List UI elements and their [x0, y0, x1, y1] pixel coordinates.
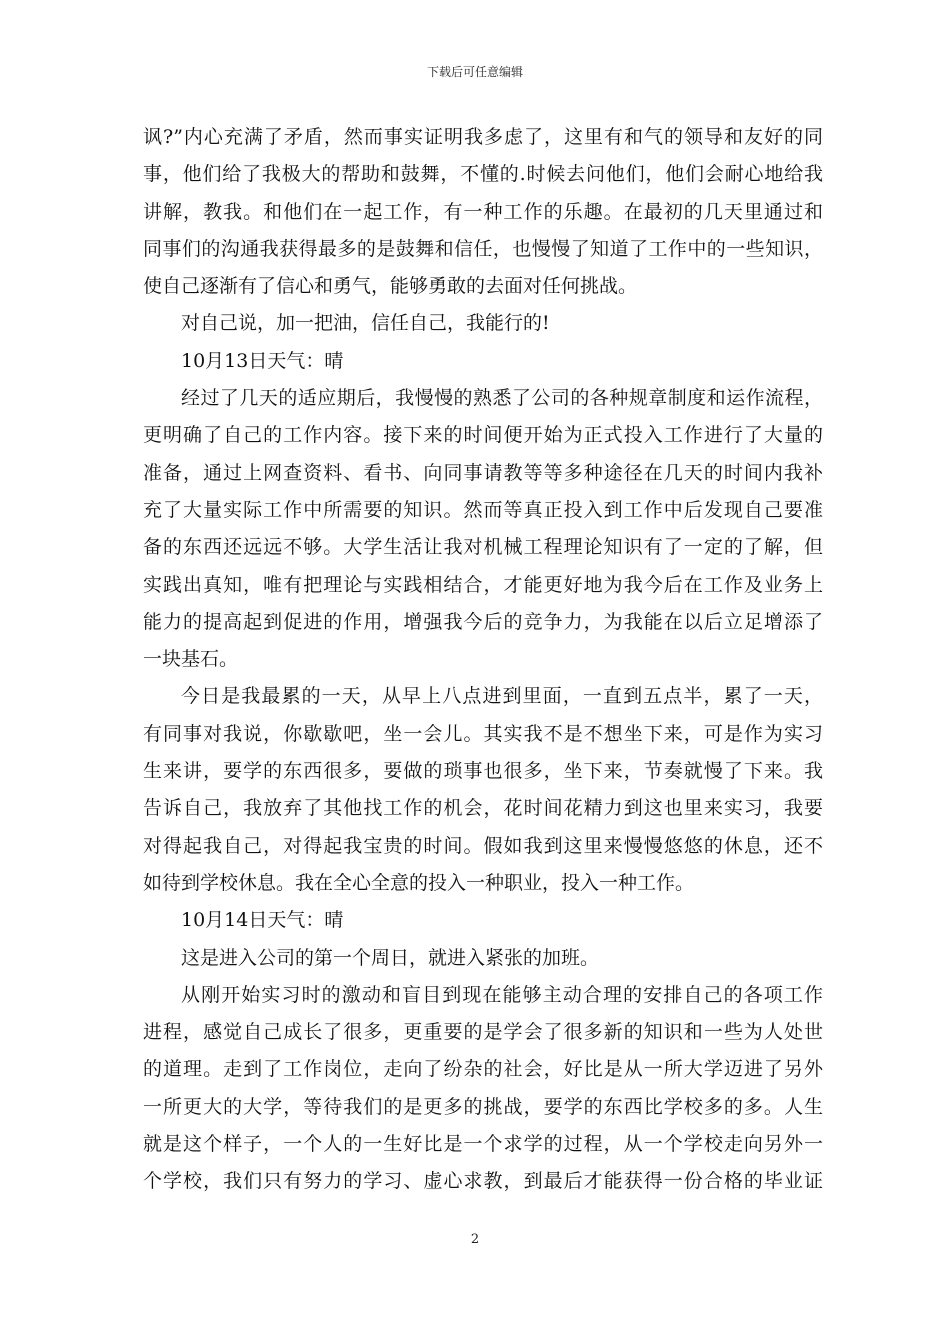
- text-line: 事，他们给了我极大的帮助和鼓舞，不懂的.时候去问他们，他们会耐心地给我: [143, 163, 823, 186]
- text-line: 这是进入公司的第一个周日，就进入紧张的加班。: [181, 946, 600, 969]
- text-line: 对自己说，加一把油，信任自己，我能行的!: [181, 312, 550, 335]
- text-line: 个学校，我们只有努力的学习、虚心求教，到最后才能获得一份合格的毕业证: [143, 1170, 823, 1193]
- text-line: 从刚开始实习时的激动和盲目到现在能够主动合理的安排自己的各项工作: [181, 983, 823, 1006]
- text-line: 的道理。走到了工作岗位，走向了纷杂的社会，好比是从一所大学迈进了另外: [143, 1058, 823, 1081]
- text-line: 告诉自己，我放弃了其他找工作的机会，花时间花精力到这也里来实习，我要: [143, 797, 823, 820]
- text-line: 生来讲，要学的东西很多，要做的琐事也很多，坐下来，节奏就慢了下来。我: [143, 760, 823, 783]
- text-line: 同事们的沟通我获得最多的是鼓舞和信任，也慢慢了知道了工作中的一些知识，: [143, 237, 823, 260]
- text-line: 更明确了自己的工作内容。接下来的时间便开始为正式投入工作进行了大量的: [143, 424, 823, 447]
- text-line: 使自己逐渐有了信心和勇气，能够勇敢的去面对任何挑战。: [143, 275, 638, 298]
- text-line: 实践出真知，唯有把理论与实践相结合，才能更好地为我今后在工作及业务上: [143, 573, 823, 596]
- text-line: 备的东西还远远不够。大学生活让我对机械工程理论知识有了一定的了解，但: [143, 536, 823, 559]
- text-line: 10月13日天气：晴: [181, 349, 344, 372]
- text-line: 对得起我自己，对得起我宝贵的时间。假如我到这里来慢慢悠悠的休息，还不: [143, 834, 823, 857]
- text-line: 就是这个样子，一个人的一生好比是一个求学的过程，从一个学校走向另外一: [143, 1133, 823, 1156]
- text-line: 经过了几天的适应期后，我慢慢的熟悉了公司的各种规章制度和运作流程，: [181, 387, 823, 410]
- document-body: [143, 119, 823, 1201]
- text-line: 如待到学校休息。我在全心全意的投入一种职业，投入一种工作。: [143, 871, 695, 894]
- text-line: 一所更大的大学，等待我们的是更多的挑战，要学的东西比学校多的多。人生: [143, 1095, 823, 1118]
- text-line: 一块基石。: [143, 648, 239, 671]
- text-line: 能力的提高起到促进的作用，增强我今后的竞争力，为我能在以后立足增添了: [143, 610, 823, 633]
- text-line: 10月14日天气：晴: [181, 909, 344, 932]
- text-line: 进程，感觉自己成长了很多，更重要的是学会了很多新的知识和一些为人处世: [143, 1021, 823, 1044]
- text-line: 讽?”内心充满了矛盾，然而事实证明我多虑了，这里有和气的领导和友好的同: [143, 126, 823, 148]
- page-header: 下载后可任意编辑: [426, 65, 523, 79]
- text-line: 讲解，教我。和他们在一起工作，有一种工作的乐趣。在最初的几天里通过和: [143, 200, 823, 223]
- page-number: 2: [470, 1232, 480, 1247]
- text-line: 今日是我最累的一天，从早上八点进到里面，一直到五点半，累了一天，: [181, 685, 823, 708]
- text-line: 准备，通过上网查资料、看书、向同事请教等等多种途径在几天的时间内我补: [143, 461, 823, 484]
- text-line: 充了大量实际工作中所需要的知识。然而等真正投入到工作中后发现自己要准: [143, 498, 823, 521]
- text-line: 有同事对我说，你歇歇吧，坐一会儿。其实我不是不想坐下来，可是作为实习: [143, 722, 823, 745]
